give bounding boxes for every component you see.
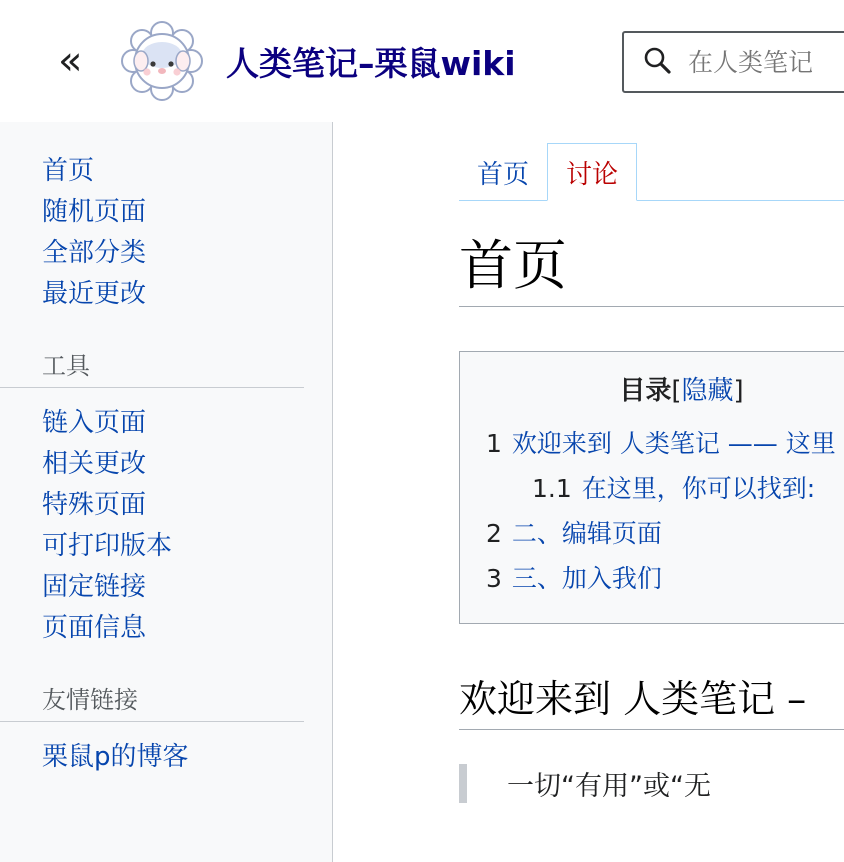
content-area	[333, 122, 844, 803]
toc-entry-number: 1	[486, 429, 502, 458]
sidebar-item-page-information[interactable]	[42, 607, 332, 648]
sidebar-link-permanent-link[interactable]: 固定链接	[42, 572, 147, 602]
sidebar-link-special-pages[interactable]: 特殊页面	[42, 490, 147, 520]
sidebar-link-page-information[interactable]: 页面信息	[42, 613, 147, 643]
toc-entry-link[interactable]: 在这里，你可以找到:	[581, 474, 816, 503]
toc-entry[interactable]	[486, 556, 844, 601]
sidebar-link-random[interactable]: 随机页面	[42, 197, 147, 227]
sidebar-link-printable-version[interactable]: 可打印版本	[42, 531, 173, 561]
search-box[interactable]	[622, 31, 844, 93]
sidebar-item-blog[interactable]	[42, 736, 332, 777]
sidebar-link-home[interactable]: 首页	[42, 156, 95, 186]
table-of-contents	[459, 351, 844, 624]
content-tabs	[459, 148, 844, 201]
toc-entry-number: 3	[486, 564, 502, 593]
sidebar-item-home[interactable]	[42, 150, 332, 191]
sheep-avatar-logo[interactable]	[120, 19, 204, 103]
tab-article[interactable]: 首页	[477, 160, 530, 190]
search-input[interactable]	[686, 47, 844, 78]
section-heading-welcome: 欢迎来到 人类笔记 –	[459, 668, 844, 730]
sheep-avatar-icon	[120, 19, 204, 103]
sidebar-item-what-links-here[interactable]	[42, 402, 332, 443]
sidebar-collapse-icon[interactable]: «	[58, 38, 79, 84]
sidebar-item-special-pages[interactable]	[42, 484, 332, 525]
sidebar-item-printable-version[interactable]	[42, 525, 332, 566]
toc-entry[interactable]	[486, 466, 844, 511]
toc-bracket-open: [	[671, 376, 682, 406]
sidebar	[0, 122, 333, 862]
sidebar-link-recent-changes[interactable]: 最近更改	[42, 279, 147, 309]
sidebar-item-permanent-link[interactable]	[42, 566, 332, 607]
sidebar-item-categories[interactable]	[42, 232, 332, 273]
toc-header	[486, 370, 844, 407]
tab-discussion[interactable]: 讨论	[547, 143, 637, 201]
toc-entry-link[interactable]: 欢迎来到 人类笔记 —— 这里	[511, 429, 836, 458]
sidebar-section-links-title: 友情链接	[0, 680, 304, 722]
page-layout	[0, 122, 844, 862]
toc-entry-link[interactable]: 三、加入我们	[511, 564, 662, 593]
site-header	[0, 0, 844, 122]
search-icon	[642, 45, 672, 80]
sidebar-link-related-changes[interactable]: 相关更改	[42, 449, 147, 479]
site-title[interactable]: 人类笔记–栗鼠wiki	[226, 43, 516, 83]
sidebar-item-random[interactable]	[42, 191, 332, 232]
toc-entry-number: 2	[486, 519, 502, 548]
toc-entry-number: 1.1	[532, 474, 572, 503]
sidebar-link-what-links-here[interactable]: 链入页面	[42, 408, 147, 438]
sidebar-item-recent-changes[interactable]	[42, 273, 332, 314]
toc-title: 目录	[619, 376, 672, 406]
blockquote-text: 一切“有用”或“无	[459, 764, 844, 803]
sidebar-navigation	[0, 150, 332, 314]
toc-bracket-close: ]	[733, 376, 744, 406]
toc-toggle-link[interactable]: 隐藏	[681, 376, 734, 406]
page-title: 首页	[459, 223, 844, 307]
sidebar-section-tools-title: 工具	[0, 346, 304, 388]
toc-entry-link[interactable]: 二、编辑页面	[511, 519, 662, 548]
sidebar-tools-list	[0, 402, 332, 648]
toc-entry[interactable]	[486, 511, 844, 556]
sidebar-link-blog[interactable]: 栗鼠p的博客	[42, 742, 189, 772]
toc-entry[interactable]	[486, 421, 844, 466]
sidebar-friend-links-list	[0, 736, 332, 777]
sidebar-item-related-changes[interactable]	[42, 443, 332, 484]
sidebar-link-categories[interactable]: 全部分类	[42, 238, 147, 268]
